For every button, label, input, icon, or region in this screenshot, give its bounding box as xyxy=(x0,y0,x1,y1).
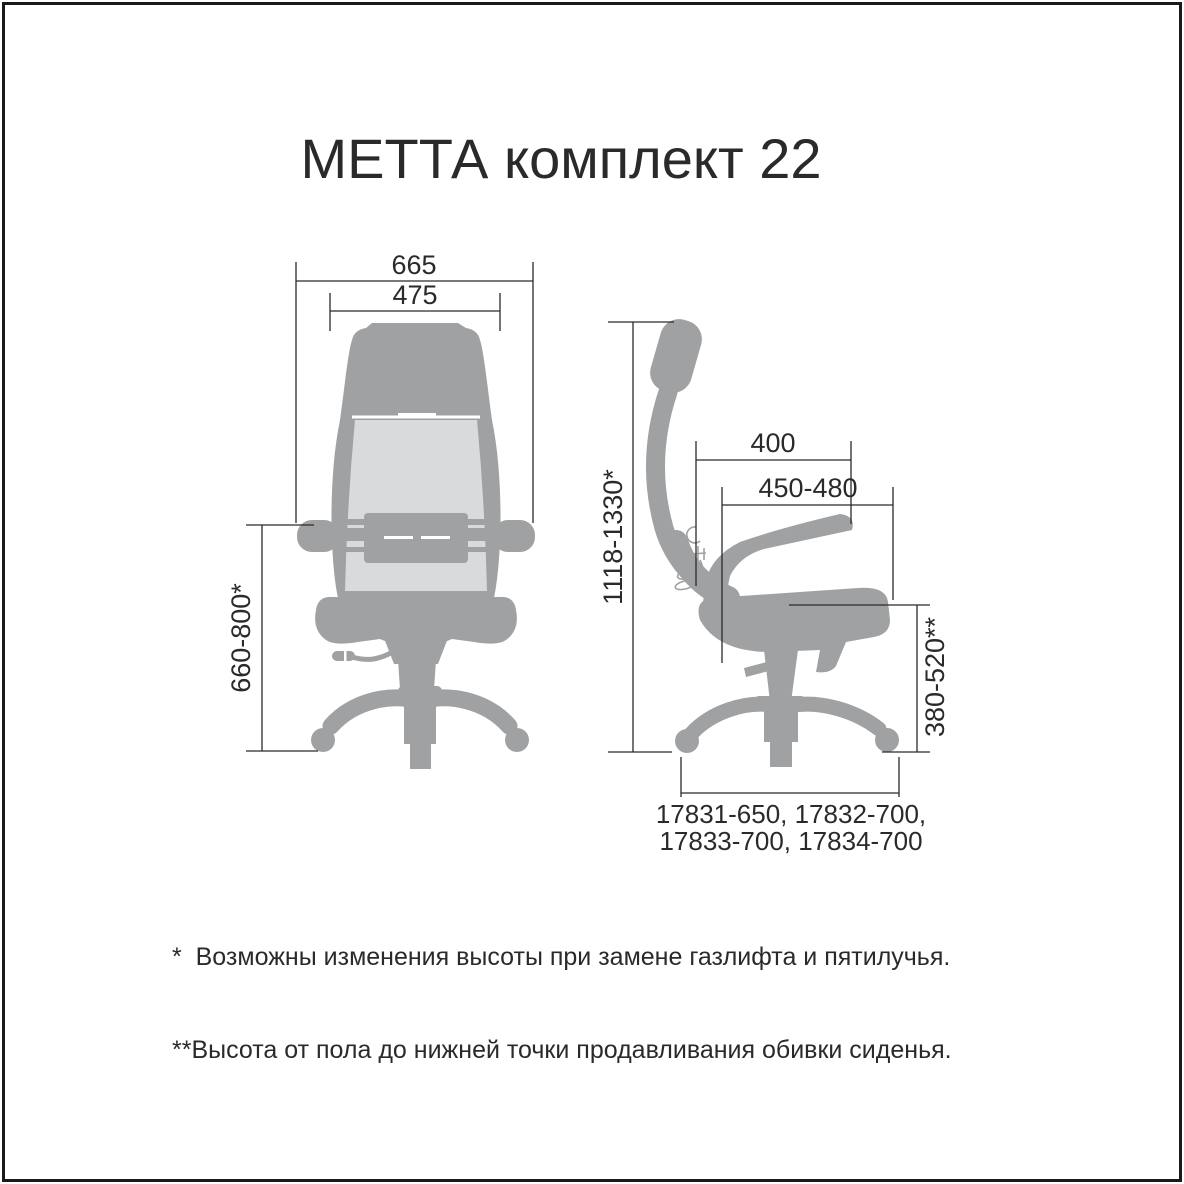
side-view-dimensions xyxy=(598,322,950,856)
side-gas-lift xyxy=(764,650,798,702)
side-caster-left xyxy=(675,729,699,753)
dim-label-seat-height: 380-520** xyxy=(920,616,950,738)
front-backrest-mesh xyxy=(345,420,487,591)
dim-label-seat-depth: 450-480 xyxy=(758,473,858,503)
front-caster-left xyxy=(311,728,335,752)
dim-label-base-models-line1: 17831-650, 17832-700, xyxy=(655,799,927,829)
side-caster-right xyxy=(875,728,899,752)
footnote-gas-lift: * Возможны изменения высоты при замене газлифта и пятилучья. xyxy=(172,943,951,971)
mechanism-wire-loop xyxy=(687,527,700,543)
front-lumbar-support xyxy=(364,513,468,563)
dim-label-back-width: 475 xyxy=(392,280,438,310)
front-base-leg-center xyxy=(404,694,436,744)
footnotes xyxy=(172,880,1052,1128)
dim-label-total-height: 1118-1330* xyxy=(598,469,628,605)
side-base-leg-center xyxy=(764,702,798,742)
front-view-chair xyxy=(297,323,535,769)
side-caster-center xyxy=(770,740,792,767)
side-view-chair xyxy=(646,315,899,767)
mechanism-knob xyxy=(671,547,691,565)
front-caster-center xyxy=(410,742,431,769)
dim-label-base-models-line2: 17833-700, 17834-700 xyxy=(659,826,923,856)
front-lumbar-dash-left xyxy=(384,536,413,539)
footnote-seat-height: **Высота от пола до нижней точки продавливания обивки сиденья. xyxy=(172,1036,952,1064)
front-lever-notch xyxy=(344,651,347,661)
side-headrest xyxy=(646,315,707,398)
dim-label-armrest-height: 660-800* xyxy=(226,583,256,693)
front-headrest-tab xyxy=(398,413,436,418)
front-lever xyxy=(352,650,396,659)
front-armrest-pad-right xyxy=(493,520,535,552)
front-caster-right xyxy=(505,728,529,752)
side-base-leg-right xyxy=(794,704,879,729)
front-lever-handle xyxy=(332,651,355,661)
front-lumbar-dash-right xyxy=(421,536,450,539)
side-base-leg-left xyxy=(691,704,772,734)
page-title: МЕТТА комплект 22 xyxy=(300,127,822,190)
dim-label-outer-width: 665 xyxy=(391,250,437,280)
dim-label-back-to-armrest: 400 xyxy=(750,428,796,458)
